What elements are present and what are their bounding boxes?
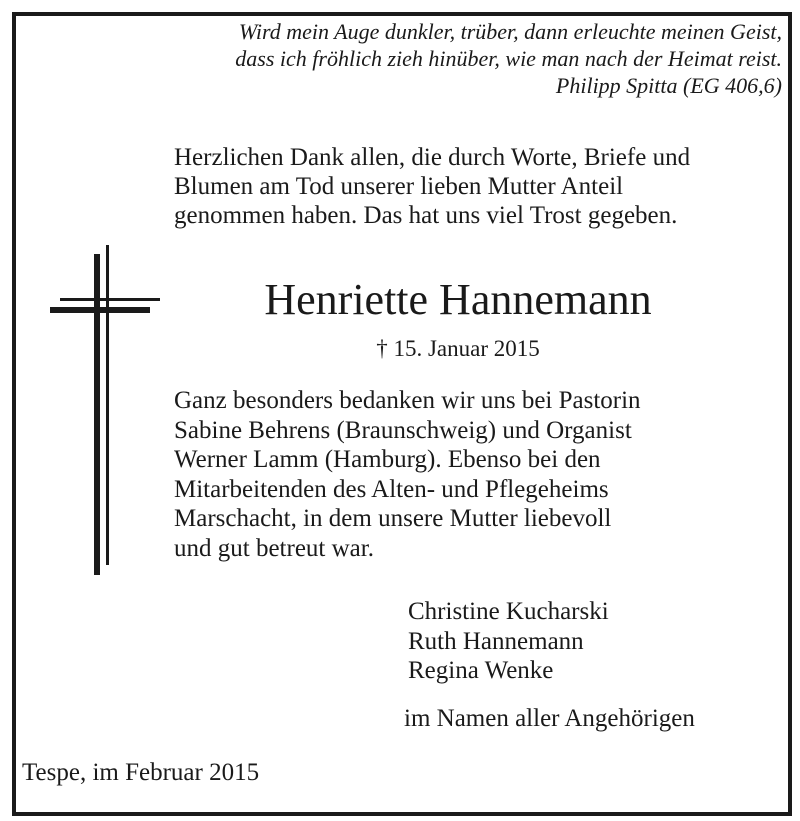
thanks-line-2: Blumen am Tod unserer lieben Mutter Anteil (174, 173, 624, 200)
motto-quote (235, 18, 782, 99)
special-thanks-line-5: Marschacht, in dem unsere Mutter liebevoll (174, 505, 612, 532)
place-date: Tespe, im Februar 2015 (22, 759, 260, 786)
special-thanks-line-2: Sabine Behrens (Braunschweig) und Organist (174, 416, 632, 444)
special-thanks-line-6: und gut betreut war. (174, 534, 374, 562)
deceased-name: Henriette Hannemann (264, 275, 652, 324)
special-thanks-paragraph (174, 386, 641, 563)
death-date: † 15. Januar 2015 (376, 336, 540, 361)
thanks-line-1: Herzlichen Dank allen, die durch Worte, Briefe und (174, 144, 691, 171)
special-thanks-line-1: Ganz besonders bedanken wir uns bei Pastorin (174, 387, 641, 414)
motto-line-1: Wird mein Auge dunkler, trüber, dann erleuchte meinen Geist, (238, 19, 782, 44)
motto-line-2: dass ich fröhlich zieh hinüber, wie man nach der Heimat reist. (235, 46, 782, 71)
thanks-line-3: genommen haben. Das hat uns viel Trost gegeben. (174, 202, 678, 229)
on-behalf-line: im Namen aller Angehörigen (404, 705, 695, 732)
signer-name: Christine Kucharski (408, 598, 609, 625)
signer-name: Regina Wenke (408, 657, 554, 684)
special-thanks-line-4: Mitarbeitenden des Alten- und Pflegeheims (174, 475, 609, 503)
special-thanks-line-3: Werner Lamm (Hamburg). Ebenso bei den (174, 446, 601, 473)
motto-attribution: Philipp Spitta (EG 406,6) (555, 73, 782, 98)
signer-name: Ruth Hannemann (408, 627, 584, 655)
thanks-paragraph (174, 143, 690, 230)
signer-list (408, 597, 609, 686)
